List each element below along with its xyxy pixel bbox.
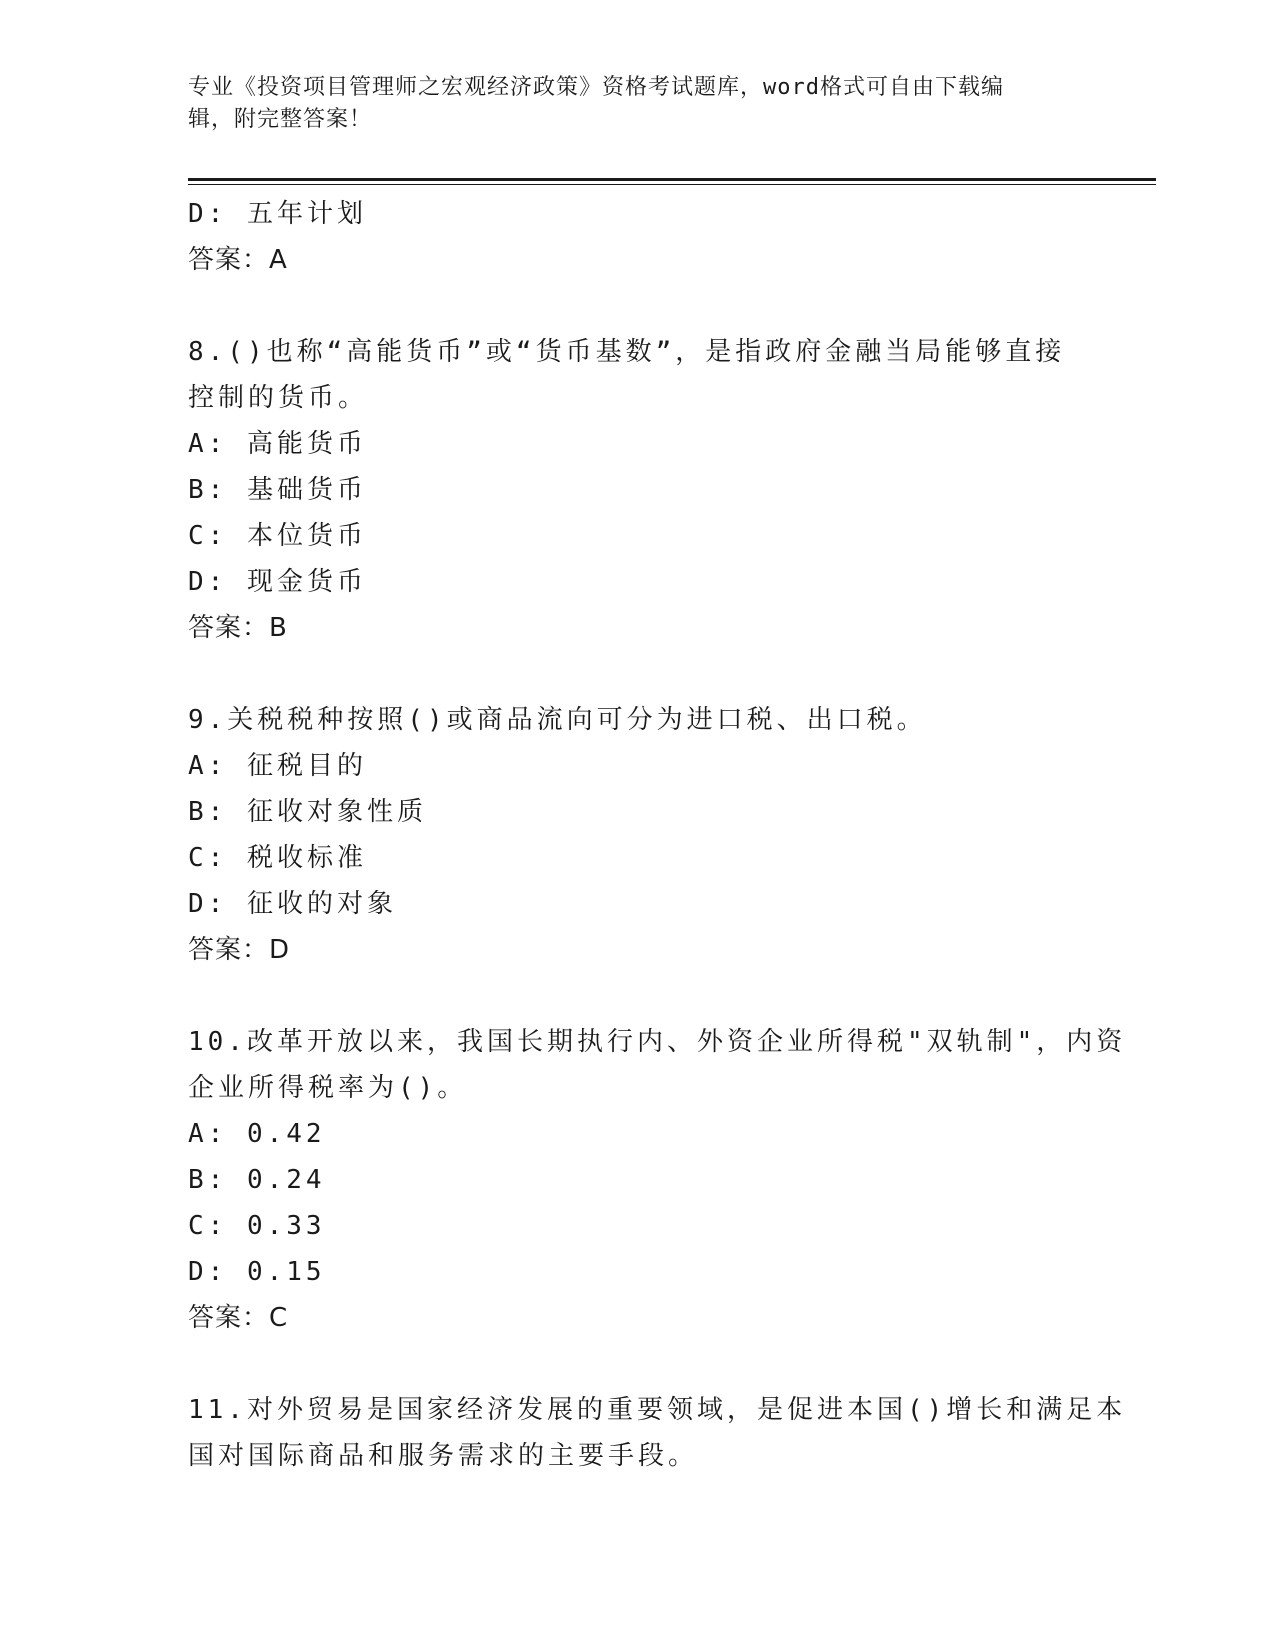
document-header [188, 72, 1068, 136]
option-d: D: 征收的对象 [188, 889, 397, 919]
question-10 [188, 1019, 1127, 1341]
spacer [188, 1341, 1088, 1387]
answer: 答案：B [188, 613, 288, 643]
question-text-cont: 企业所得税率为()。 [188, 1073, 468, 1103]
option-a: A: 高能货币 [188, 429, 367, 459]
option-b: B: 0.24 [188, 1165, 326, 1195]
option-d: D: 0.15 [188, 1257, 326, 1287]
option-b: B: 征收对象性质 [188, 797, 427, 827]
question-text: 8.()也称“高能货币”或“货币基数”，是指政府金融当局能够直接 [188, 337, 1066, 367]
spacer [188, 651, 1088, 697]
spacer [188, 973, 1088, 1019]
answer: 答案：D [188, 935, 291, 965]
option-a: A: 征税目的 [188, 751, 367, 781]
header-divider-thin [188, 184, 1156, 185]
option-d: D: 五年计划 [188, 199, 367, 229]
answer: 答案：A [188, 245, 288, 275]
question-text-cont: 国对国际商品和服务需求的主要手段。 [188, 1441, 699, 1471]
option-c: C: 本位货币 [188, 521, 367, 551]
question-9 [188, 697, 1088, 973]
spacer [188, 283, 1088, 329]
question-content [188, 191, 1127, 1479]
header-divider-thick [188, 178, 1156, 181]
option-c: C: 税收标准 [188, 843, 367, 873]
header-line-2: 辑，附完整答案！ [188, 107, 373, 132]
question-text: 9.关税税种按照()或商品流向可分为进口税、出口税。 [188, 705, 927, 735]
option-c: C: 0.33 [188, 1211, 326, 1241]
option-d: D: 现金货币 [188, 567, 367, 597]
answer: 答案：C [188, 1303, 289, 1333]
question-11 [188, 1387, 1127, 1479]
option-a: A: 0.42 [188, 1119, 326, 1149]
question-text: 11.对外贸易是国家经济发展的重要领域，是促进本国()增长和满足本 [188, 1395, 1127, 1425]
question-text: 10.改革开放以来，我国长期执行内、外资企业所得税"双轨制"，内资 [188, 1027, 1127, 1057]
question-text-cont: 控制的货币。 [188, 383, 369, 413]
question-8 [188, 329, 1088, 651]
header-line-1: 专业《投资项目管理师之宏观经济政策》资格考试题库，word格式可自由下载编 [188, 75, 1004, 100]
option-b: B: 基础货币 [188, 475, 367, 505]
